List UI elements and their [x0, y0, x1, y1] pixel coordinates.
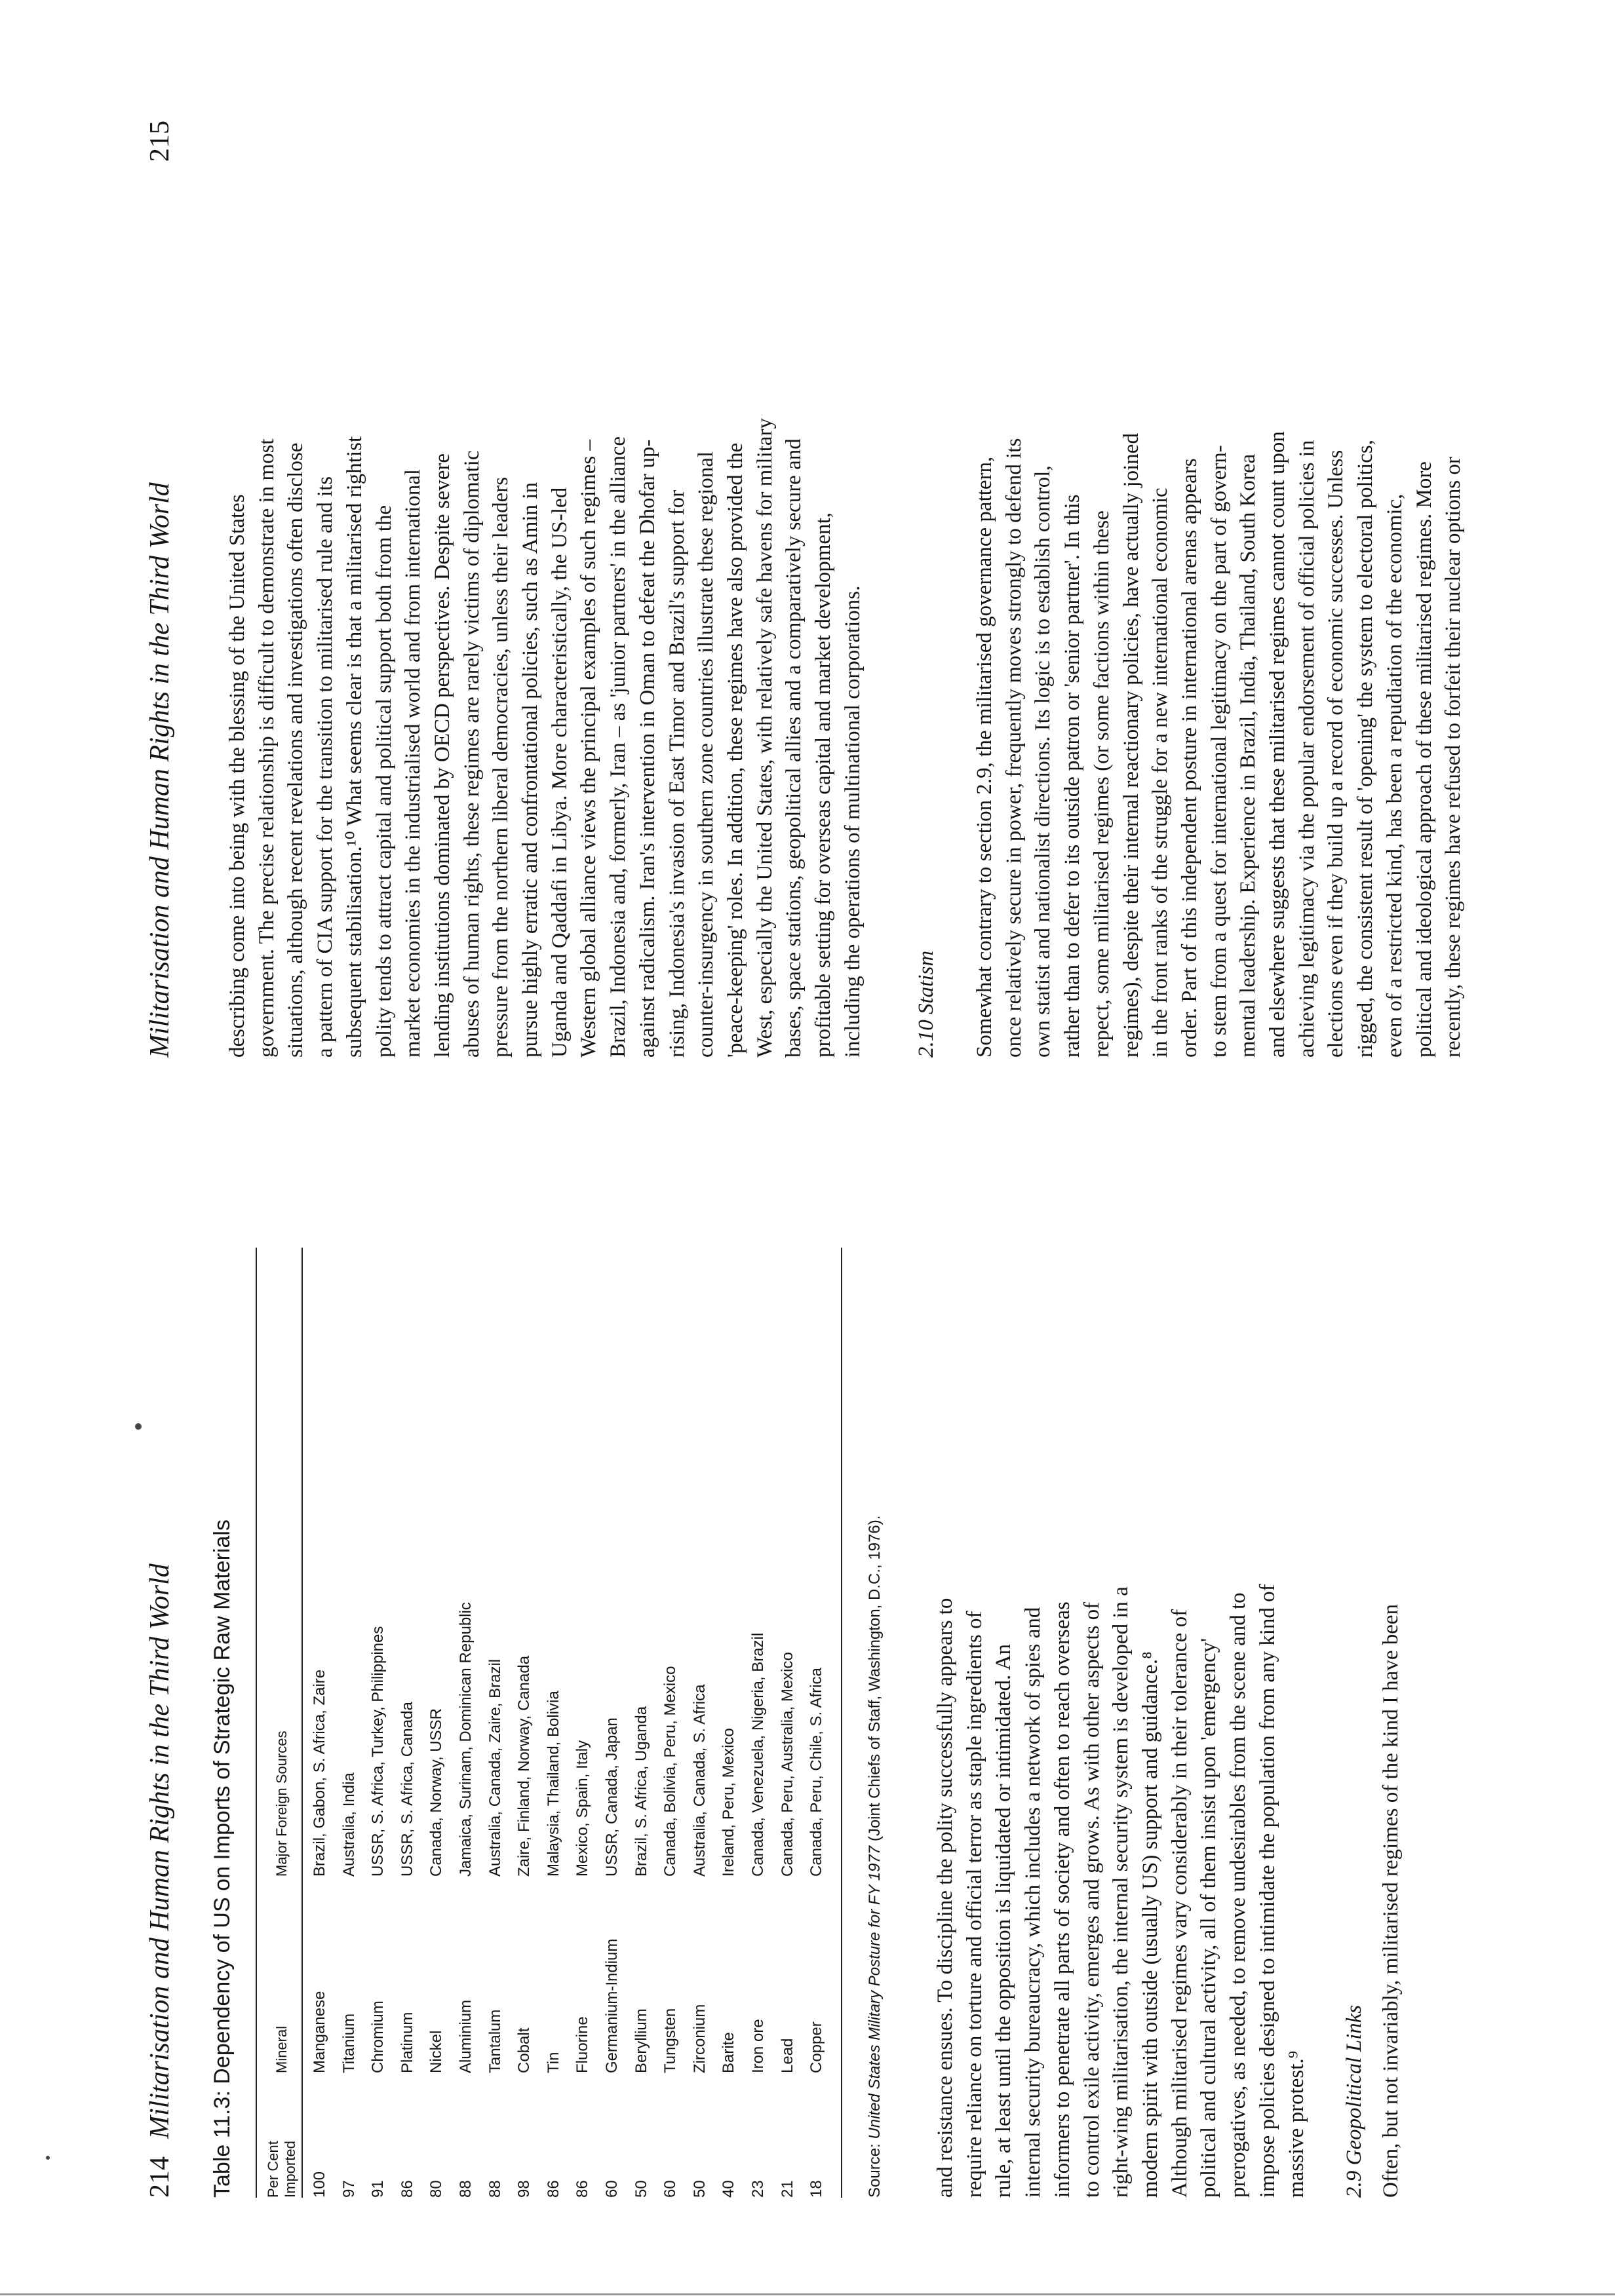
- body-line: Somewhat contrary to section 2.9, the militarised governance pattern,: [973, 456, 996, 1058]
- table-bottom-rule: [841, 1248, 842, 2198]
- body-line: situations, although recent revelations and investigations often disclose: [284, 442, 308, 1058]
- table-cell-mineral: Aluminium: [457, 1999, 475, 2073]
- header-mineral: Mineral: [273, 2025, 290, 2073]
- body-line: abuses of human rights, these regimes are rarely victims of diplomatic: [459, 450, 484, 1058]
- table-cell-pct: 86: [574, 2180, 592, 2198]
- header-per-cent-imported: Per Cent Imported: [265, 2141, 298, 2198]
- table-cell-mineral: Chromium: [369, 2000, 387, 2073]
- body-line: against radicalism. Iran's intervention in Oman to defeat the Dhofar up-: [635, 439, 659, 1058]
- body-line: Although militarised regimes vary considerably in their tolerance of: [1167, 1609, 1192, 2198]
- body-line: a pattern of CIA support for the transition to militarised rule and its: [313, 476, 338, 1058]
- table-cell-pct: 18: [808, 2180, 826, 2198]
- left-page: [144, 1248, 1403, 2198]
- body-line: political and ideological approach of these militarised regimes. More: [1412, 461, 1436, 1058]
- statism-section-text: [970, 107, 1468, 1058]
- table-cell-pct: 86: [398, 2180, 416, 2198]
- table-cell-pct: 88: [457, 2180, 475, 2198]
- section-heading-geopolitical-links: 2.9 Geopolitical Links: [1342, 2004, 1366, 2198]
- table-top-rule: [256, 1248, 257, 2198]
- body-line: order. Part of this independent posture in international arenas appears: [1177, 458, 1201, 1058]
- body-line: impose policies designed to intimidate the population from any kind of: [1255, 1584, 1279, 2198]
- body-line: rather than to defer to its outside patron or 'senior partner'. In this: [1060, 494, 1085, 1058]
- table-cell-sources: Canada, Peru, Australia, Mexico: [778, 1652, 796, 1877]
- body-line: pressure from the northern liberal democracies, unless their leaders: [489, 476, 513, 1058]
- source-title: United States Military Posture for FY 1977: [866, 1845, 884, 2139]
- right-body-text: [223, 107, 867, 1058]
- table-cell-pct: 50: [632, 2180, 650, 2198]
- table-cell-mineral: Platinum: [398, 2012, 416, 2073]
- table-cell-pct: 97: [340, 2180, 358, 2198]
- table-cell-pct: 98: [515, 2180, 534, 2198]
- table-cell-sources: Brazil, S. Africa, Uganda: [632, 1706, 650, 1877]
- body-line: massive protest.⁹: [1285, 2050, 1309, 2198]
- table-source-note: [864, 1248, 886, 2198]
- table-cell-mineral: Tungsten: [661, 2008, 680, 2073]
- table-cell-sources: Canada, Peru, Chile, S. Africa: [808, 1668, 826, 1877]
- table-cell-mineral: Cobalt: [515, 2027, 534, 2073]
- body-line: Often, but not invariably, militarised regimes of the kind I have been: [1379, 1603, 1403, 2198]
- body-line: right-wing militarisation, the internal security system is developed in a: [1109, 1586, 1133, 2198]
- table-cell-sources: Canada, Venezuela, Nigeria, Brazil: [749, 1632, 767, 1877]
- table-cell-mineral: Barite: [720, 2032, 738, 2073]
- table-cell-sources: Ireland, Peru, Mexico: [720, 1728, 738, 1877]
- table-cell-pct: 23: [749, 2180, 767, 2198]
- body-line: elections even if they build up a record of economic successes. Unless: [1324, 450, 1348, 1058]
- body-line: require reliance on torture and official terror as staple ingredients of: [962, 1611, 986, 2198]
- table-cell-sources: USSR, S. Africa, Canada: [398, 1702, 416, 1877]
- table-cell-mineral: Fluorine: [574, 2016, 592, 2073]
- table-cell-mineral: Zirconium: [690, 2004, 709, 2073]
- table-cell-mineral: Iron ore: [749, 2019, 767, 2073]
- table-cell-pct: 86: [544, 2180, 562, 2198]
- table-cell-sources: Canada, Norway, USSR: [427, 1708, 446, 1877]
- body-line: Western global alliance views the principal examples of such regimes –: [577, 439, 601, 1058]
- table-cell-sources: Australia, Canada, S. Africa: [690, 1684, 709, 1877]
- table-cell-sources: Brazil, Gabon, S. Africa, Zaire: [311, 1669, 328, 1877]
- body-line: in the front ranks of the struggle for a new international economic: [1148, 488, 1173, 1058]
- body-line: including the operations of multinational corporations.: [840, 585, 865, 1058]
- table-cell-mineral: Copper: [808, 2021, 826, 2073]
- body-line: profitable setting for overseas capital and market development,: [811, 512, 836, 1058]
- body-line: once relatively secure in power, frequently moves strongly to defend its: [1002, 438, 1026, 1058]
- table-cell-pct: 60: [603, 2180, 621, 2198]
- table-cell-sources: Canada, Bolivia, Peru, Mexico: [661, 1666, 680, 1877]
- body-line: internal security bureaucracy, which includes a network of spies and: [1021, 1607, 1045, 2198]
- table-cell-sources: Australia, Canada, Zaire, Brazil: [486, 1658, 504, 1877]
- body-line: Uganda and Qaddafi in Libya. More characteristically, the US-led: [547, 487, 572, 1058]
- body-line: mental leadership. Experience in Brazil, India, Thailand, South Korea: [1236, 453, 1260, 1058]
- table-cell-pct: 21: [778, 2180, 796, 2198]
- table-cell-pct: 60: [661, 2180, 680, 2198]
- table-cell-mineral: Tin: [544, 2052, 562, 2073]
- table-cell-sources: Mexico, Spain, Italy: [574, 1740, 592, 1877]
- table-cell-sources: USSR, Canada, Japan: [603, 1717, 621, 1877]
- scan-edge-line: [0, 2293, 1615, 2295]
- table-cell-pct: 100: [311, 2171, 328, 2198]
- scan-speck: [135, 1423, 142, 1430]
- body-line: pursue highly erratic and confrontational policies, such as Amin in: [518, 482, 543, 1058]
- right-page-number: 215: [145, 121, 175, 162]
- body-line: West, especially the United States, with relatively safe havens for military: [752, 417, 777, 1058]
- body-line: describing come into being with the blessing of the United States: [225, 494, 249, 1058]
- left-body-text: [931, 1248, 1312, 2198]
- body-line: regimes), despite their internal reactionary policies, have actually joined: [1119, 433, 1143, 1058]
- table-cell-mineral: Tantalum: [486, 2009, 504, 2073]
- body-line: rigged, the consistent result of 'opening' the system to electoral politics,: [1353, 439, 1378, 1058]
- body-line: lending institutions dominated by OECD perspectives. Despite severe: [430, 453, 454, 1058]
- left-page-number: 214: [145, 2156, 175, 2198]
- table-cell-mineral: Beryllium: [632, 2008, 650, 2073]
- body-line: even of a restricted kind, has been a repudiation of the economic,: [1382, 493, 1407, 1058]
- body-line: and elsewhere suggests that these militarised regimes cannot count upon: [1266, 431, 1290, 1058]
- table-cell-mineral: Manganese: [311, 1991, 328, 2073]
- body-line: own statist and nationalist directions. Its logic is to establish control,: [1031, 465, 1055, 1058]
- body-line: government. The precise relationship is difficult to demonstrate in most: [254, 438, 279, 1058]
- table-cell-sources: Zaire, Finland, Norway, Canada: [515, 1655, 534, 1877]
- table-cell-sources: USSR, S. Africa, Turkey, Philippines: [369, 1626, 387, 1877]
- left-section-first-line: [1376, 1248, 1406, 2198]
- section-heading-statism: 2.10 Statism: [914, 950, 938, 1058]
- body-line: repect, some militarised regimes (or some factions within these: [1089, 510, 1114, 1058]
- table-title: Table 11.3: Dependency of US on Imports of Strategic Raw Materials: [210, 1520, 235, 2198]
- scan-speck: [46, 2156, 50, 2160]
- body-line: recently, these regimes have refused to forfeit their nuclear options or: [1441, 457, 1466, 1058]
- body-line: informers to penetrate all parts of society and often to reach overseas: [1050, 1601, 1074, 2198]
- body-line: to stem from a quest for international legitimacy on the part of govern-: [1207, 445, 1231, 1058]
- left-running-title: Militarisation and Human Rights in the Third World: [145, 1563, 175, 2139]
- table-cell-sources: Jamaica, Surinam, Dominican Republic: [457, 1602, 475, 1877]
- header-major-foreign-sources: Major Foreign Sources: [273, 1731, 290, 1877]
- body-line: modern spirit with outside (usually US) support and guidance.⁸: [1138, 1651, 1162, 2198]
- body-line: achieving legitimacy via the popular endorsement of official policies in: [1294, 440, 1319, 1058]
- body-line: to control exile activity, emerges and grows. As with other aspects of: [1080, 1601, 1104, 2198]
- body-line: polity tends to attract capital and political support both from the: [372, 505, 396, 1058]
- body-line: and resistance ensues. To discipline the polity successfully appears to: [933, 1598, 957, 2198]
- table-cell-mineral: Nickel: [427, 2030, 446, 2073]
- table-cell-pct: 50: [690, 2180, 709, 2198]
- table-cell-mineral: Titanium: [340, 2013, 358, 2073]
- body-line: bases, space stations, geopolitical allies and a comparatively secure and: [782, 438, 806, 1058]
- right-running-title: Militarisation and Human Rights in the Third World: [145, 482, 175, 1058]
- table-cell-sources: Australia, India: [340, 1772, 358, 1877]
- right-running-head: [144, 107, 184, 1058]
- source-rest: (Joint Chiefs of Staff, Washington, D.C., 1976).: [866, 1515, 884, 1846]
- table-header-rule: [302, 1248, 303, 2198]
- body-line: prerogatives, as needed, to remove undesirables from the scene and to: [1226, 1592, 1251, 2198]
- body-line: market economies in the industrialised world and from international: [401, 469, 425, 1058]
- table-cell-mineral: Germanium-Indium: [603, 1938, 621, 2073]
- body-line: 'peace-keeping' roles. In addition, these regimes have also provided the: [723, 442, 747, 1058]
- table-cell-sources: Malaysia, Thailand, Bolivia: [544, 1691, 562, 1877]
- right-page: [144, 107, 1466, 1058]
- body-line: counter-insurgency in southern zone countries illustrate these regional: [694, 451, 718, 1058]
- body-line: rule, at least until the opposition is liquidated or intimidated. An: [992, 1643, 1016, 2198]
- body-line: Brazil, Indonesia and, formerly, Iran – as 'junior partners' in the alliance: [606, 436, 631, 1058]
- left-running-head: [144, 1248, 184, 2198]
- table-cell-pct: 40: [720, 2180, 738, 2198]
- table-cell-mineral: Lead: [778, 2038, 796, 2073]
- body-line: political and cultural activity, all of them insist upon 'emergency': [1197, 1637, 1221, 2198]
- table-cell-pct: 88: [486, 2180, 504, 2198]
- table-cell-pct: 80: [427, 2180, 446, 2198]
- body-line: subsequent stabilisation.¹⁰ What seems clear is that a militarised rightist: [342, 436, 366, 1058]
- table-cell-pct: 91: [369, 2180, 387, 2198]
- source-prefix: Source:: [866, 2139, 884, 2198]
- body-line: rising, Indonesia's invasion of East Timor and Brazil's support for: [665, 489, 689, 1058]
